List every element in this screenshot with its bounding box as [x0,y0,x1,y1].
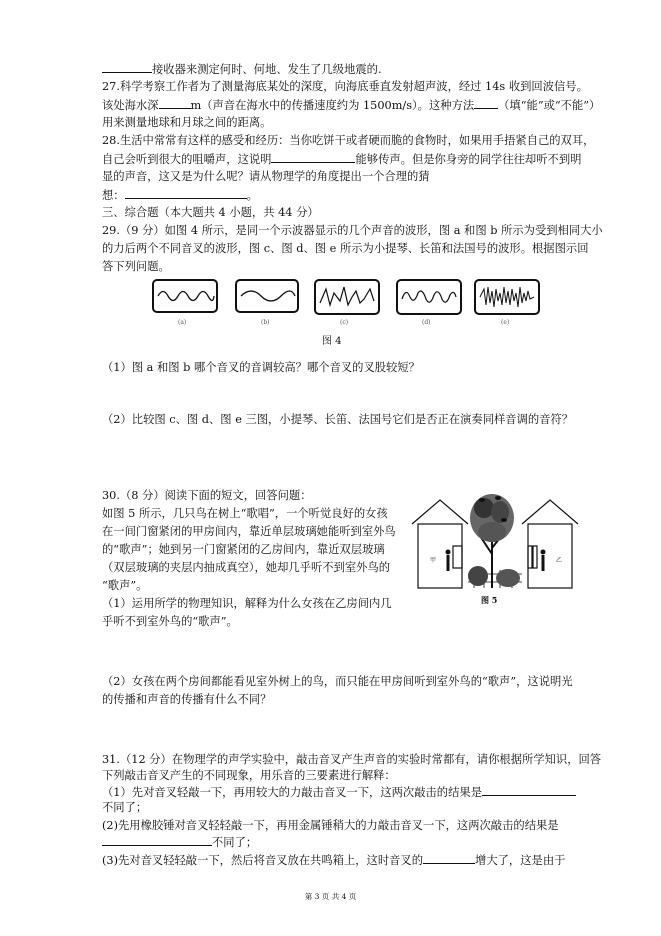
q30-line-1: 30.（8 分）阅读下面的短文，回答问题： [102,489,312,502]
room-label-right: 乙 [556,557,563,564]
q29-line-1: 29.（9 分）如图 4 所示，是同一个示波器显示的几个声音的波形，图 a 和图 b 所示为受到相同大小 [102,224,603,237]
scope-label-b: (b) [261,319,270,326]
q29-line-2: 的力后两个不同音叉的波形，图 c、图 d、图 e 所示为小提琴、长笛和法国号的波形。根据图示回 [102,242,589,255]
q27-line-1: 27.科学考察工作者为了测量海底某处的深度，向海底垂直发射超声波，经过 14s 收到回波信号。 [102,80,588,93]
girl-right-icon [541,550,546,555]
scope-label-e: (e) [501,319,510,326]
q31-sub-1b: 不同了； [102,801,148,814]
waveform-e [476,281,538,313]
q31-sub-3: (3)先对音叉轻轻敲一下，然后将音叉放在共鸣箱上，这时音叉的 增大了，这是由于 [102,854,566,867]
scope-label-d: (d) [422,319,431,326]
bird-icon [495,496,501,500]
waveform-b [237,281,297,311]
answer-blank-s1[interactable] [482,784,576,796]
answer-blank-s2[interactable] [102,834,212,846]
house-left-walls [418,524,462,588]
q30-sub-2a: （2）女孩在两个房间都能看见室外树上的鸟，而只能在甲房间听到室外鸟的“歌声”，这说明光 [102,675,573,688]
q28-line-2: 自己会听到很大的咀嚼声，这说明 能够传声。但是你身旁的同学往往却听不到明 [102,153,582,166]
q27-line-3: 用来测量地球和月球之间的距离。 [102,116,272,129]
oscilloscope-e [474,279,540,315]
q29-sub-1: （1）图 a 和图 b 哪个音叉的音调较高？哪个音叉的叉股较短？ [102,361,420,374]
q31-line-1: 31.（12 分）在物理学的声学实验中，敲击音叉产生声音的实验时常都有，请你根据所学知识，回答 [102,753,602,766]
q31-sub-1a: （1）先对音叉轻敲一下，再用较大的力敲击音叉一下，这两次敲击的结果是 [102,784,576,801]
answer-blank-guess[interactable] [125,187,247,199]
q30-sub-1a: （1）运用所学的物理知识，解释为什么女孩在乙房间内几 [102,597,392,610]
house-left-window [453,546,462,568]
house-left-roof [412,500,468,524]
q31-sub-2b: 不同了； [102,834,257,851]
figure-4-caption: 图 4 [322,336,342,347]
oscilloscope-a [152,279,218,313]
oscilloscope-b [235,279,299,313]
q29-line-3: 答下列问题。 [102,260,170,273]
q31-line-2: 下列敲击音叉产生的不同现象，用乐音的三要素进行解释： [102,769,396,782]
q31-sub-2a: (2)先用橡胶锤对音叉轻轻敲一下，再用金属锤稍大的力敲击音叉一下，这两次敲击的结果是 [102,819,559,832]
scope-label-c: (c) [340,319,349,326]
q30-line-2: 如图 5 所示，几只鸟在树上“歌唱”，一个听觉良好的女孩 [102,507,388,520]
q29-sub-2: （2）比较图 c、图 d、图 e 三图，小提琴、长笛、法国号它们是否正在演奏同样音调的音符？ [102,413,574,426]
answer-blank-depth[interactable] [159,97,191,109]
waveform-a [154,281,216,311]
oscilloscope-d [396,279,462,315]
house-right-roof [522,500,578,524]
answer-blank-medium[interactable] [271,151,355,163]
q30-line-3: 在一间门窗紧闭的甲房间内，靠近单层玻璃她能听到室外鸟 [102,525,396,538]
figure-5-caption: 图 5 [481,595,498,605]
section-3-title: 三、综合题（本大题共 4 小题，共 44 分） [102,206,319,219]
q30-line-6: “歌声”。 [102,579,148,592]
waveform-d [398,281,460,313]
q30-sub-1b: 乎听不到室外鸟的“歌声”。 [102,615,238,628]
q28-line-4: 想： 。 [102,189,258,202]
girl-left-icon [446,550,451,555]
tree-foliage [468,494,520,587]
scope-label-a: (a) [178,319,187,326]
house-right-window-inner [533,546,537,568]
bird-icon [501,518,507,522]
q30-sub-2b: 的传播和声音的传播有什么不同？ [102,693,272,706]
answer-blank-s3[interactable] [423,852,475,864]
bird-icon [479,498,485,502]
answer-blank[interactable] [102,61,152,73]
oscilloscope-c [314,279,380,315]
q27-line-2: 该处海水深 m（声音在海水中的传播速度约为 1500m/s）。这种方法 （填“能”或“不能”） [102,99,601,112]
answer-blank-can[interactable] [474,97,498,109]
page-footer: 第 3 页 共 4 页 [304,892,357,901]
house-right-walls [528,524,572,588]
q26-tail-line: 接收器来测定何时、何地、发生了几级地震的. [102,61,382,78]
house-right-window-outer [528,546,532,568]
q30-line-4: 的“歌声”；她到另一门窗紧闭的乙房间内，靠近双层玻璃 [102,543,385,556]
q28-line-1: 28.生活中常常有这样的感受和经历：当你吃饼干或者硬而脆的食物时，如果用手捂紧自己的双耳， [102,134,595,147]
q28-line-3: 显的声音，这又是为什么呢？请从物理学的角度提出一个合理的猜 [102,170,430,183]
room-label-left: 甲 [430,557,437,564]
waveform-c [316,281,378,313]
figure-5-illustration [408,478,580,590]
q30-line-5: （双层玻璃的夹层内抽成真空），她却几乎听不到室外鸟的 [102,561,391,574]
